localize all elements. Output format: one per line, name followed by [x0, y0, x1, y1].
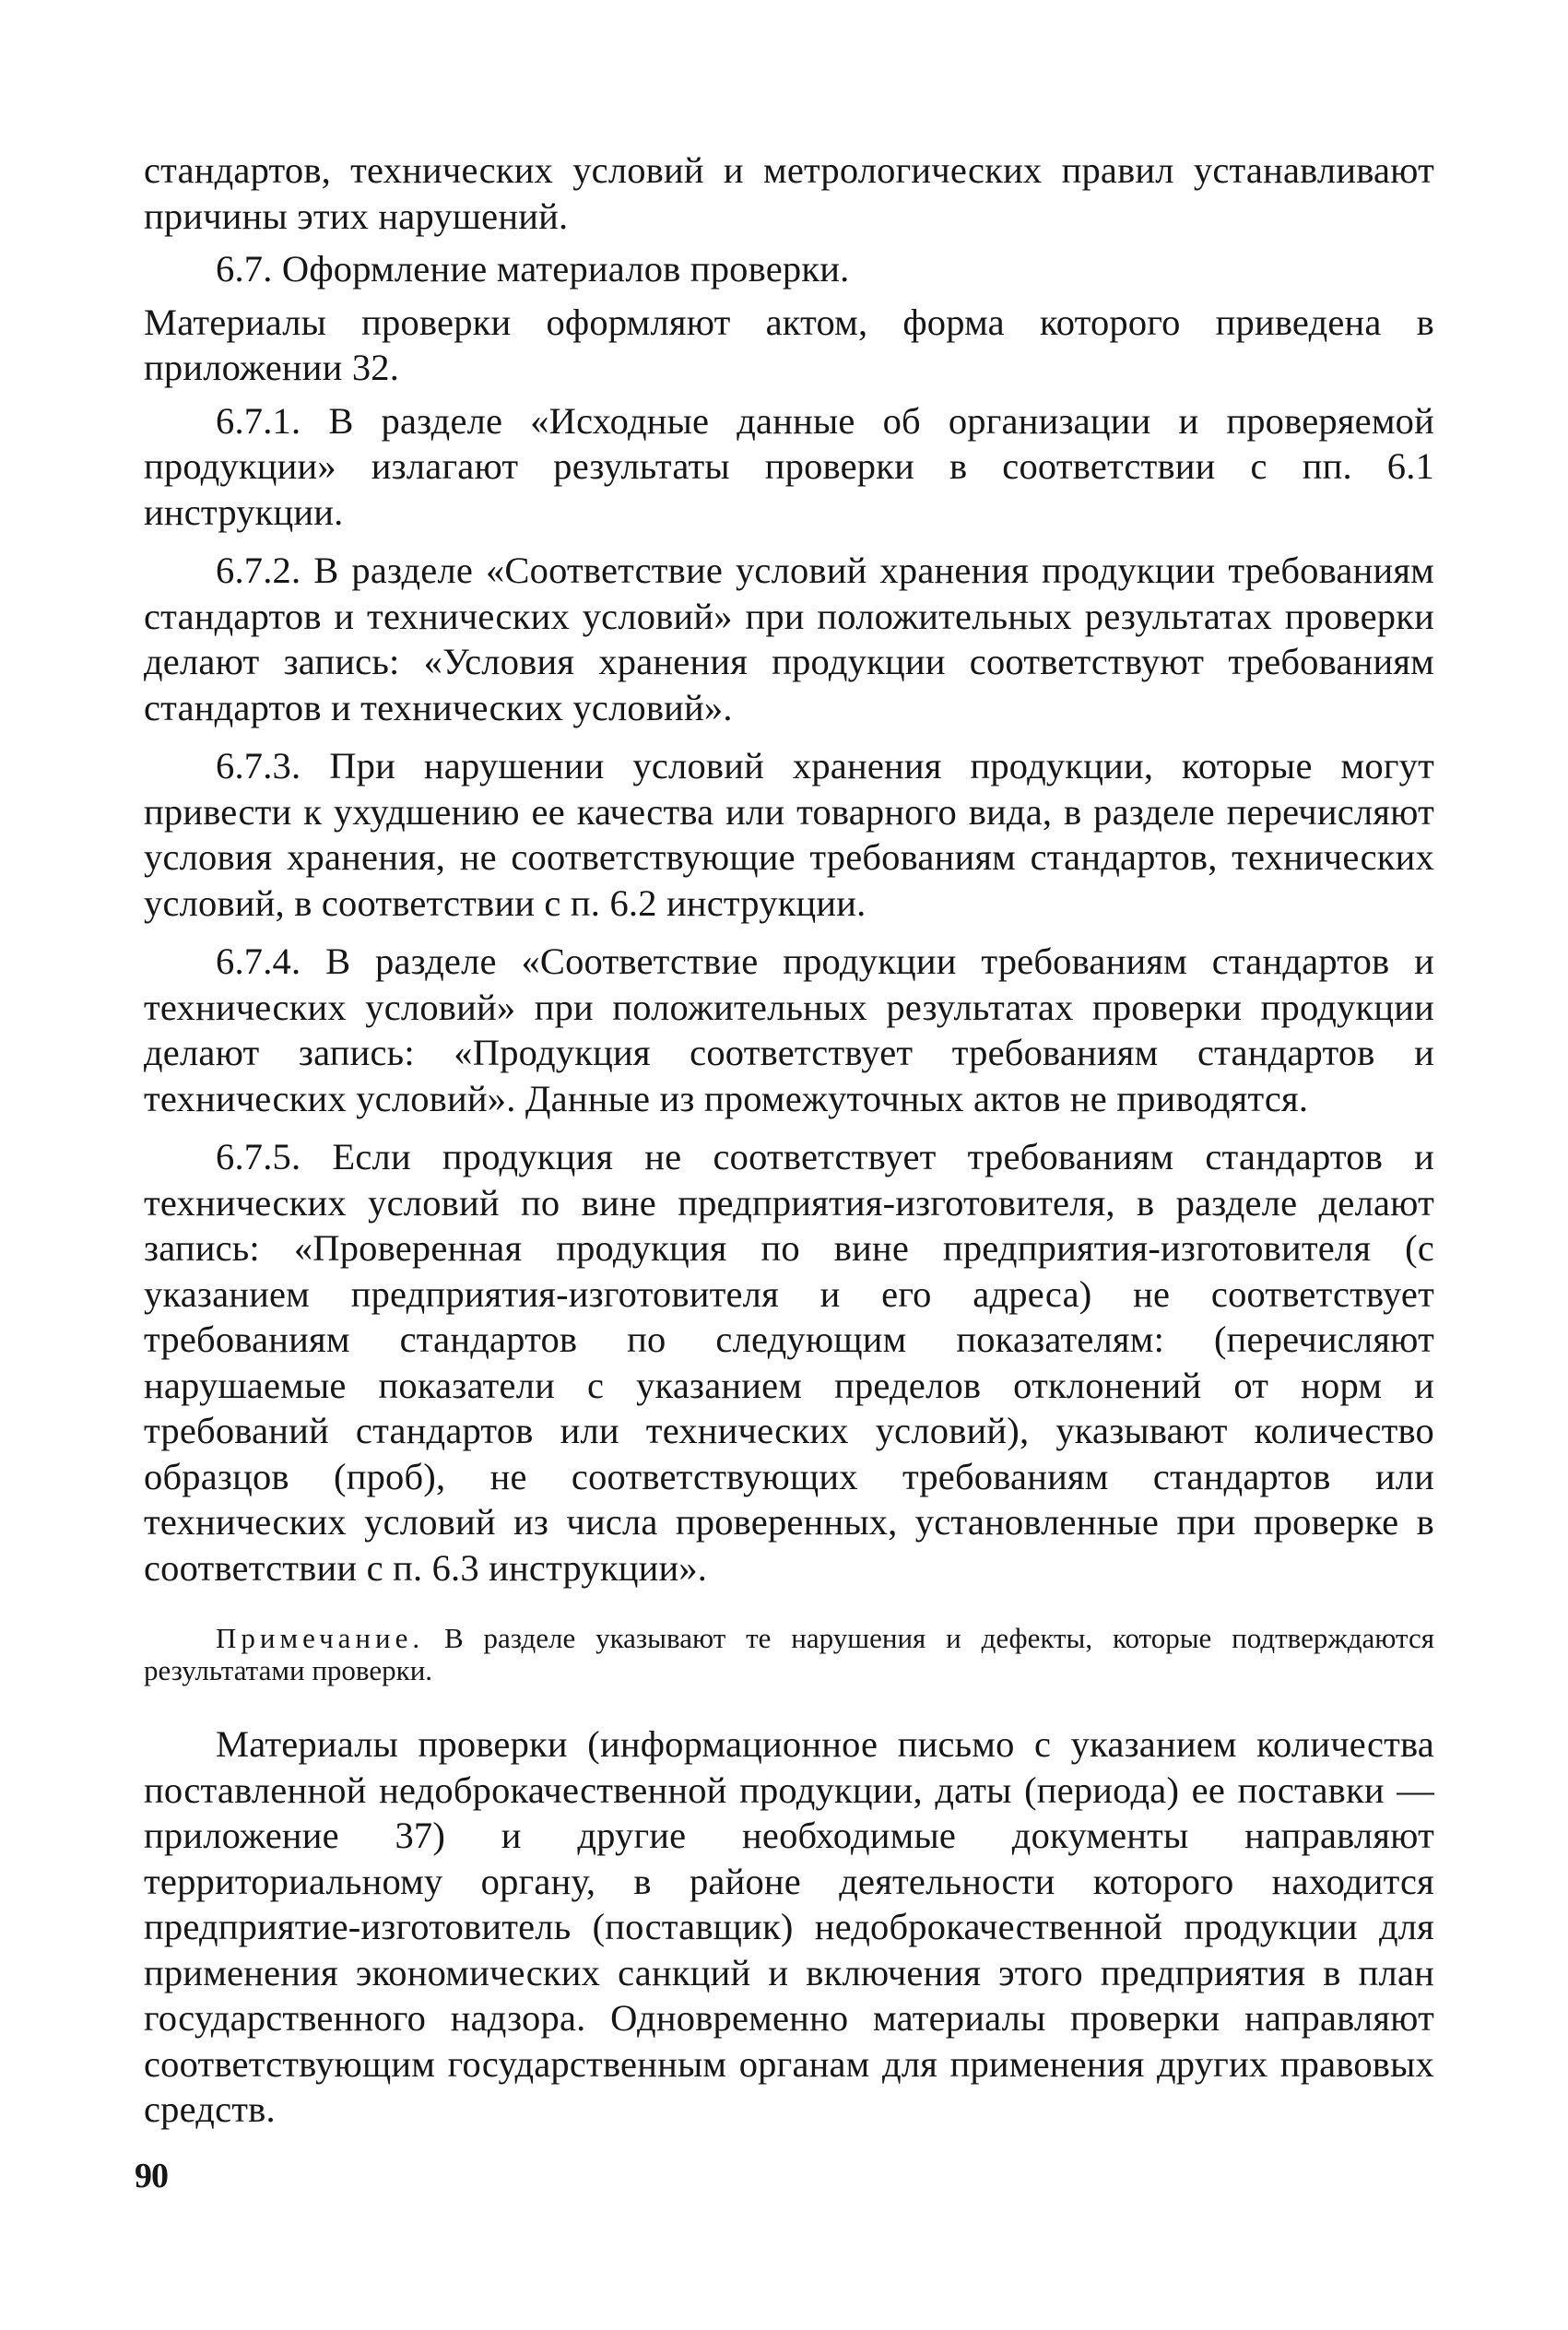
paragraph-materials: Материалы проверки оформляют актом, форма которого приведена в приложении 32. [144, 301, 1434, 388]
section-heading-6-7: 6.7. Оформление материалов проверки. [216, 248, 850, 290]
clause-6-7-3: 6.7.3. При нарушении условий хранения продукции, которые могут привести к ухудшению ее качества или товарного вида, в разделе перечисляют условия хранения, не соответствующие требованиям стандартов, технических условий, в соответствии с п. 6.2 инструкции. [144, 745, 1434, 924]
note-label: Примечание. [216, 1622, 425, 1654]
document-page [144, 148, 1434, 2133]
clause-6-7-4: 6.7.4. В разделе «Соответствие продукции требованиям стандартов и технических условий» при положительных результатах проверки продукции делают запись: «Продукция соответствует требованиям стандартов и технических условий». Данные из промежуточных актов не приводятся. [144, 940, 1434, 1119]
footnote-remark [144, 1622, 1434, 1686]
paragraph-continuation: стандартов, технических условий и метрологических правил устанавливают причины этих нарушений. [144, 149, 1434, 237]
page-number: 90 [135, 2157, 168, 2195]
clause-6-7-5: 6.7.5. Если продукция не соответствует требованиям стандартов и технических условий по вине предприятия-изготовителя, в разделе делают запись: «Проверенная продукция по вине предприятия-изготовителя (с указанием предприятия-изготовителя и его адреса) не соответствует требованиям стандартов по следующим показателям: (перечисляют нарушаемые показатели с указанием пределов отклонений от норм и требований стандартов или технических условий), указывают количество образцов (проб), не соответствующих требованиям стандартов или технических условий из числа проверенных, установленные при проверке в соответствии с п. 6.3 инструкции». [144, 1136, 1434, 1589]
closing-paragraph: Материалы проверки (информационное письмо с указанием количества поставленной недоброкачественной продукции, даты (периода) ее поставки — приложение 37) и другие необходимые документы направляют территориальному органу, в районе деятельности которого находится предприятие-изготовитель (поставщик) недоброкачественной продукции для применения экономических санкций и включения этого предприятия в план государственного надзора. Одновременно материалы проверки направляют соответствующим государственным органам для применения других правовых средств. [144, 1723, 1434, 2130]
clause-6-7-1: 6.7.1. В разделе «Исходные данные об организации и проверяемой продукции» излагают результаты проверки в соответствии с пп. 6.1 инструкции. [144, 399, 1434, 533]
note-text: В разделе указывают те нарушения и дефекты, которые подтверждаются результатами проверки. [144, 1622, 1435, 1686]
clause-6-7-2: 6.7.2. В разделе «Соответствие условий хранения продукции требованиям стандартов и технических условий» при положительных результатах проверки делают запись: «Условия хранения продукции соответствуют требованиям стандартов и технических условий». [144, 550, 1434, 728]
